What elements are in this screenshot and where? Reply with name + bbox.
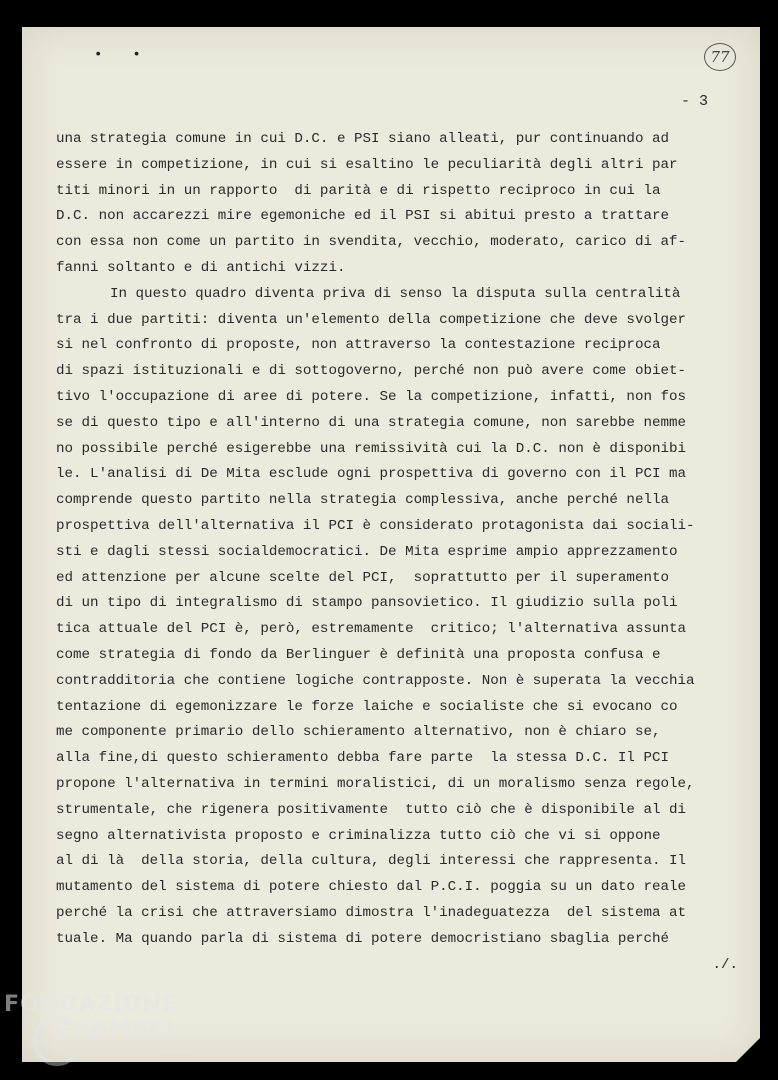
text-line: titi minori in un rapporto di parità e di rispetto reciproco in cui la <box>56 182 661 199</box>
text-line: tivo l'occupazione di aree di potere. Se la competizione, infatti, non fos <box>56 388 687 405</box>
text-line: ed attenzione per alcune scelte del PCI, soprattutto per il superamento <box>56 569 669 586</box>
text-line: le. L'analisi di De Mita esclude ogni prospettiva di governo con il PCI ma <box>56 466 687 483</box>
text-line: In questo quadro diventa priva di senso la disputa sulla centralità <box>110 285 681 302</box>
text-line: mutamento del sistema di potere chiesto dal P.C.I. poggia su un dato reale <box>56 879 687 896</box>
text-line: tentazione di egemonizzare le forze laiche e socialiste che si evocano co <box>56 698 678 715</box>
text-line: perché la crisi che attraversiamo dimostra l'inadeguatezza del sistema at <box>56 904 687 921</box>
paper-specks: •• <box>94 47 171 63</box>
text-line: tica attuale del PCI è, però, estremamente critico; l'alternativa assunta <box>56 621 687 638</box>
text-line: segno alternativista proposto e criminalizza tutto ciò che vi si oppone <box>56 827 661 844</box>
text-line: di spazi istituzionali e di sottogoverno, perché non può avere come obiet- <box>56 363 687 380</box>
text-line: me componente primario dello schieramento alternativo, non è chiaro se, <box>56 724 661 741</box>
text-line: contradditoria che contiene logiche contrapposte. Non è superata la vecchia <box>56 672 695 689</box>
text-line: comprende questo partito nella strategia complessiva, anche perché nella <box>56 492 669 509</box>
text-line: con essa non come un partito in svendita, vecchio, moderato, carico di af- <box>56 234 687 251</box>
text-line: una strategia comune in cui D.C. e PSI siano alleati, pur continuando ad <box>56 131 669 147</box>
text-line: si nel confronto di proposte, non attraverso la contestazione reciproca <box>56 337 661 354</box>
document-page <box>22 27 760 1062</box>
text-line: alla fine,di questo schieramento debba fare parte la stessa D.C. Il PCI <box>56 750 669 767</box>
watermark-line-3: onlus <box>160 1043 190 1056</box>
text-line: no possibile perché esigerebbe una remissività cui la D.C. non è disponibi <box>56 440 687 457</box>
text-line: al di là della storia, della cultura, degli interessi che rappresenta. Il <box>56 853 687 870</box>
text-line: D.C. non accarezzi mire egemoniche ed il PSI si abitui presto a trattare <box>56 208 669 225</box>
watermark-g-logo <box>32 1016 82 1066</box>
text-line: fanni soltanto e di antichi vizzi. <box>56 259 346 276</box>
text-line: come strategia di fondo da Berlinguer è definità una proposta confusa e <box>56 646 661 663</box>
text-line: di un tipo di integralismo di stampo pansovietico. Il giudizio sulla poli <box>56 595 678 612</box>
text-line: strumentale, che rigenera positivamente tutto ciò che è disponibile al di <box>56 801 687 818</box>
archive-page-number: 77 <box>704 43 736 71</box>
text-line: tuale. Ma quando parla di sistema di potere democristiano sbaglia perché <box>56 930 669 947</box>
page-number: - 3 <box>680 93 708 110</box>
continuation-mark: ./. <box>712 956 738 973</box>
text-line: propone l'alternativa in termini moralistici, di un moralismo senza regole, <box>56 775 695 792</box>
archive-watermark <box>4 994 189 1055</box>
text-line: sti e dagli stessi socialdemocratici. De Mita esprime ampio apprezzamento <box>56 543 678 560</box>
text-line: se di questo tipo e all'interno di una strategia comune, non sarebbe nemme <box>56 414 687 431</box>
watermark-line-2: GRAMSCI <box>54 1018 176 1043</box>
watermark-line-1: FONDAZIONE <box>4 992 178 1017</box>
typed-body-text <box>56 127 746 978</box>
text-line: tra i due partiti: diventa un'elemento della competizione che deve svolger <box>56 311 687 328</box>
text-line: prospettiva dell'alternativa il PCI è considerato protagonista dai sociali- <box>56 517 695 534</box>
text-line: essere in competizione, in cui si esaltino le peculiarità degli altri par <box>56 156 678 173</box>
